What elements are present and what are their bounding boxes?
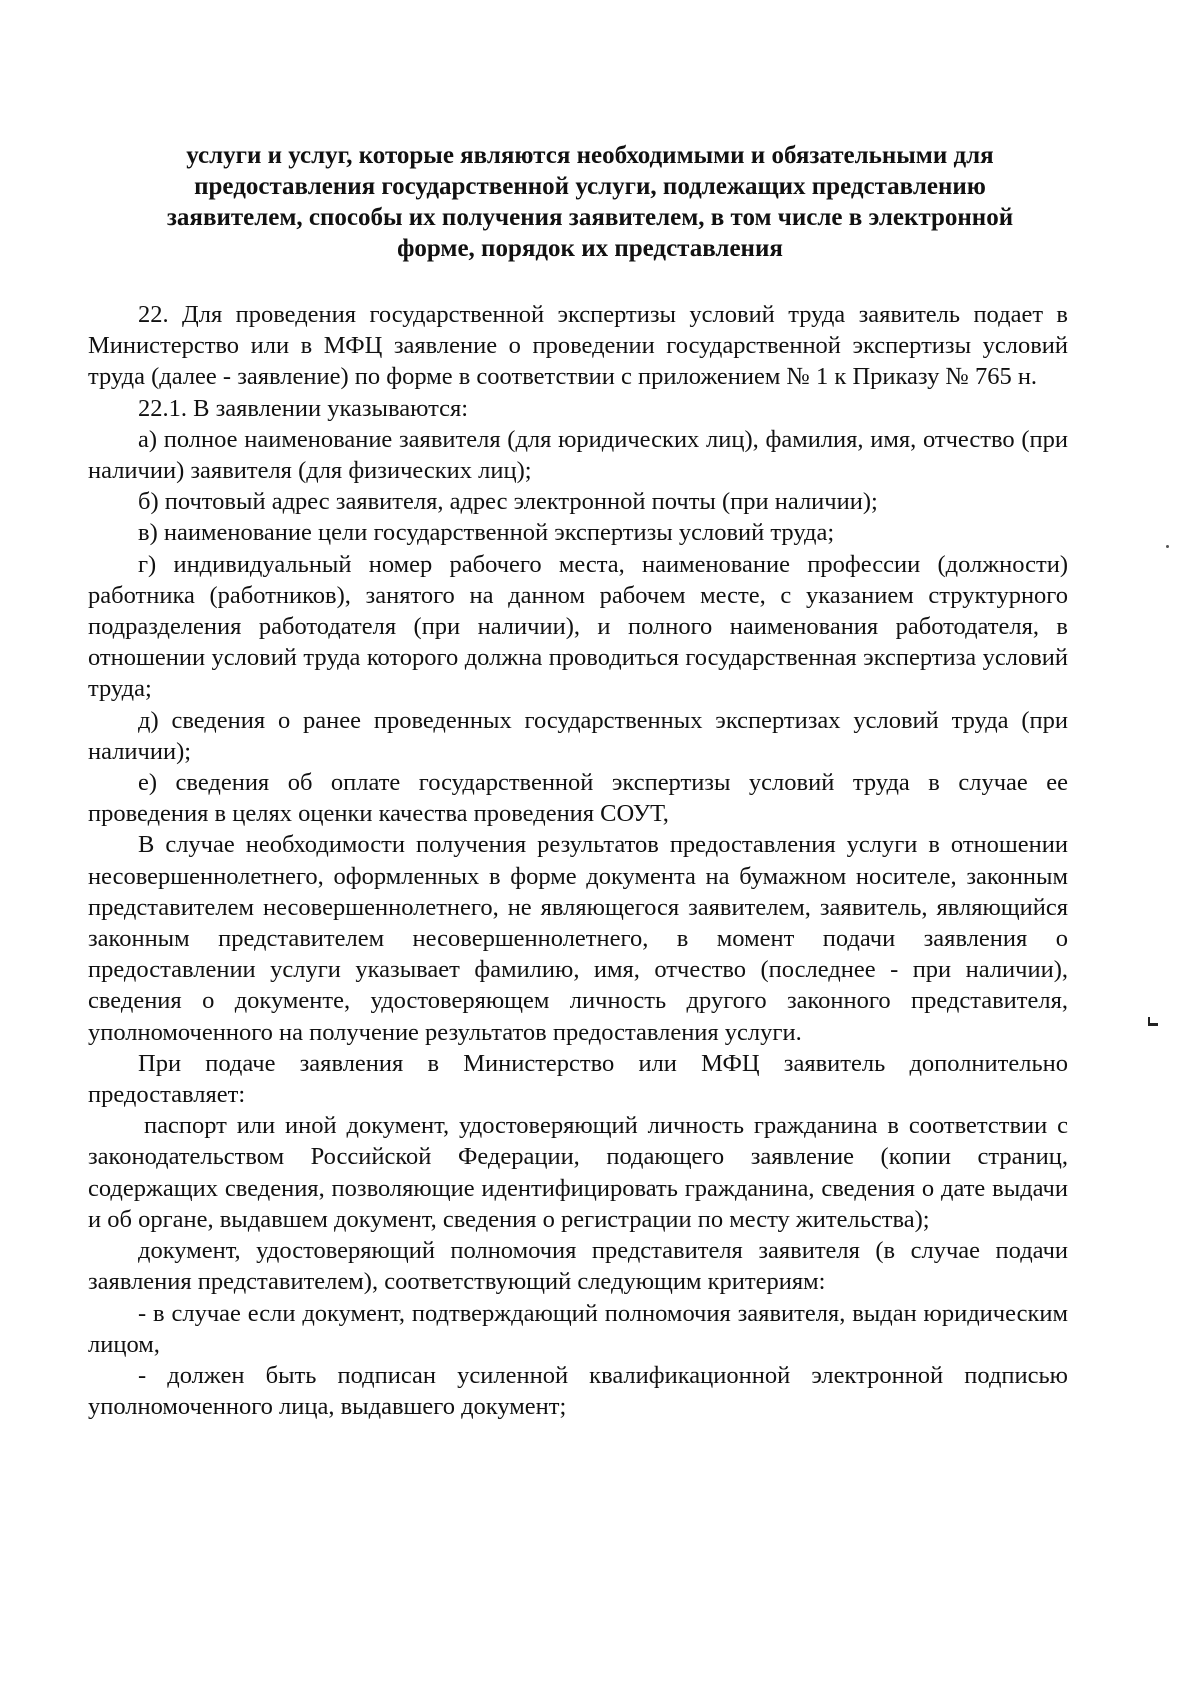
document-body	[88, 299, 1068, 1422]
list-item-a: а) полное наименование заявителя (для юридических лиц), фамилия, имя, отчество (при наличии) заявителя (для физических лиц);	[88, 425, 1068, 485]
heading-line: услуги и услуг, которые являются необходимыми и обязательными для	[186, 142, 994, 169]
list-item-b: б) почтовый адрес заявителя, адрес электронной почты (при наличии);	[138, 488, 878, 516]
list-item-g: г) индивидуальный номер рабочего места, наименование профессии (должности) работника (работников), занятого на данном рабочем месте, с указанием структурного подразделения работодателя (при наличии), и полного наименования работодателя, в отношении условий труда которого должна проводиться государственная экспертиза условий труда;	[88, 550, 1068, 703]
list-item-e: е) сведения об оплате государственной экспертизы условий труда в случае ее проведения в целях оценки качества проведения СОУТ,	[88, 769, 1068, 828]
heading-line: заявителем, способы их получения заявителем, в том числе в электронной	[166, 204, 1014, 231]
list-item-d: д) сведения о ранее проведенных государственных экспертизах условий труда (при наличии);	[88, 706, 1068, 765]
paragraph-legal-entity: - в случае если документ, подтверждающий полномочия заявителя, выдан юридическим лицом,	[88, 1299, 1068, 1358]
heading-line: форме, порядок их представления	[397, 235, 783, 262]
heading-line: предоставления государственной услуги, подлежащих представлению	[194, 173, 986, 200]
paragraph-authority: документ, удостоверяющий полномочия представителя заявителя (в случае подачи заявления представителем), соответствующий следующим критериям:	[88, 1237, 1068, 1296]
paragraph-22-1: 22.1. В заявлении указываются:	[138, 394, 469, 422]
margin-mark	[1148, 1023, 1158, 1026]
paragraph-passport: паспорт или иной документ, удостоверяющий личность гражданина в соответствии с законодательством Российской Федерации, подающего заявление (копии страниц, содержащих сведения, позволяющие идентифицировать гражданина, сведения о дате выдачи и об органе, выдавшем документ, сведения о регистрации по месту жительства);	[88, 1112, 1068, 1233]
paragraph-22: 22. Для проведения государственной экспертизы условий труда заявитель подает в Министерство или в МФЦ заявление о проведении государственной экспертизы условий труда (далее - заявление) по форме в соответствии с приложением № 1 к Приказу № 765 н.	[88, 301, 1068, 391]
list-item-v: в) наименование цели государственной экспертизы условий труда;	[138, 519, 835, 547]
paragraph-submit: При подаче заявления в Министерство или МФЦ заявитель дополнительно предоставляет:	[88, 1049, 1068, 1109]
section-heading	[96, 140, 1084, 264]
scan-speck	[1166, 545, 1169, 548]
paragraph-minor: В случае необходимости получения результатов предоставления услуги в отношении несовершеннолетнего, оформленных в форме документа на бумажном носителе, законным представителем несовершеннолетнего, не являющегося заявителем, заявитель, являющийся законным представителем несовершеннолетнего, в момент подачи заявления о предоставлении услуги указывает фамилию, имя, отчество (последнее - при наличии), сведения о документе, удостоверяющем личность другого законного представителя, уполномоченного на получение результатов предоставления услуги.	[88, 831, 1068, 1046]
paragraph-signature: - должен быть подписан усиленной квалификационной электронной подписью уполномоченного лица, выдавшего документ;	[88, 1361, 1068, 1421]
